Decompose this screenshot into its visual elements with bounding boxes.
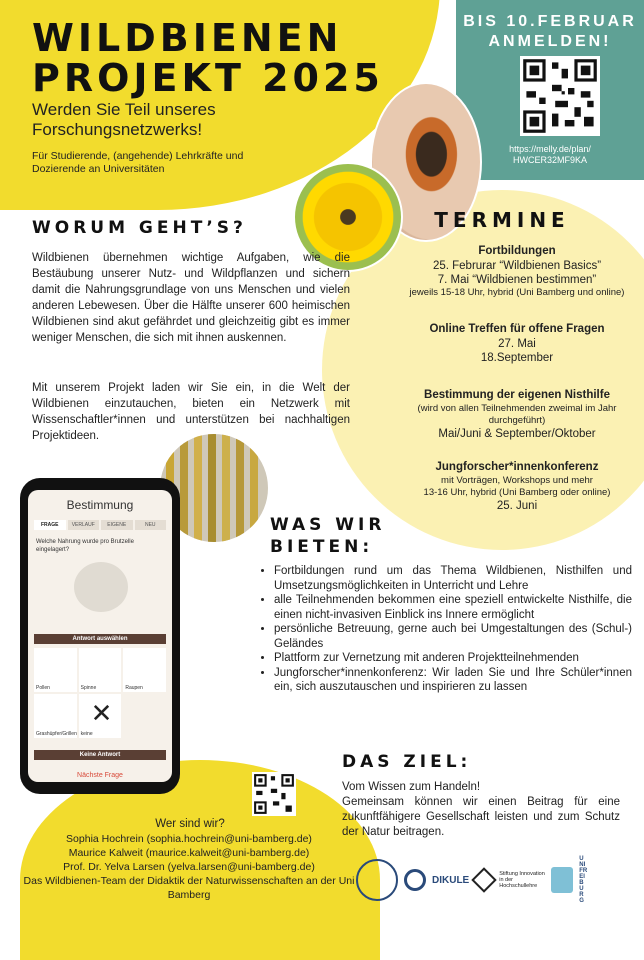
app-question: Welche Nahrung wurde pro Brutzelle eingelagert? [36,539,134,553]
contact-person-1[interactable]: Sophia Hochrein (sophia.hochrein@uni-bamberg.de) [66,833,312,845]
stiftung-cube-icon [472,867,497,892]
dikule-gear-icon [404,869,426,891]
konferenz-date: 25. Juni [496,500,538,512]
nisthilfe-title: Bestimmung der eigenen Nisthilfe [424,389,610,401]
contact-heading: Wer sind wir? [155,818,225,830]
list-item: • Jungforscher*innenkonferenz: Wir laden Sie und Ihre Schüler*innen ein, sich auszutauschen und inspirieren zu lassen [274,666,632,695]
worum-paragraph-2: Mit unserem Projekt laden wir Sie ein, in die Welt der Wildbienen einzutauchen, bieten ein Netzwerk mit Wissenschaftler*innen und unterstützen bei nachhaltigen Projektideen. [32,382,350,442]
app-tabs [34,520,166,530]
option-keine-label: keine [80,731,93,737]
option-spinne-label: Spinne [80,685,97,691]
konferenz-title: Jungforscher*innenkonferenz [435,461,599,473]
worum-paragraph-1: Wildbienen übernehmen wichtige Aufgaben, wie die Bestäubung unserer Nutz- und Wildpflanzen und sichern damit die Nahrungsgrundlage von uns Menschen und vielen anderen Lebewesen. Über die Hälfte unserer 600 heimischen Wildbienen sind akut gefährdet und gleichzeitig gibt es immer weniger Menschen, die sich mit ihnen auskennen. [32,252,350,344]
list-item: • persönliche Betreuung, gerne auch bei Umgestaltungen des (Schul-) Geländes [274,622,632,651]
online-title: Online Treffen für offene Fragen [429,323,605,335]
partner-logo-icon [551,867,573,893]
ziel-text [342,780,620,840]
app-next-button[interactable]: Nächste Frage [77,772,123,779]
nisthilfe-note: (wird von allen Teilnehmenden zweimal im Jahr durchgeführt) [417,403,617,426]
bieten-heading-line-1: WAS WIR [270,515,386,535]
option-pollen-label: Pollen [36,685,50,691]
page-title [32,18,384,98]
app-no-answer-bar[interactable]: Keine Antwort [34,750,166,760]
deadline-line-2: ANMELDEN! [488,33,612,50]
nisthilfe-date: Mai/Juni & September/Oktober [438,428,596,440]
contact-person-3[interactable]: Prof. Dr. Yelva Larsen (yelva.larsen@uni-bamberg.de) [63,861,315,873]
konferenz-note-1: mit Vorträgen, Workshops und mehr [441,475,593,486]
konferenz-note-2: 13-16 Uhr, hybrid (Uni Bamberg oder online) [423,487,611,498]
option-raupen-label: Raupen [125,685,143,691]
audience-text: Für Studierende, (angehende) Lehrkräfte und Dozierende an Universitäten [32,150,244,175]
bieten-list [262,564,632,695]
termine-online [402,322,632,365]
ziel-line-2: Gemeinsam können wir einen Beitrag für eine zukunftfähigere Gesellschaft leisten und zum Schutz der Natur beitragen. [342,796,620,838]
close-icon: ✕ [90,698,113,728]
partner-logos [356,855,644,905]
termine-nisthilfe [402,388,632,441]
dikule-logo: DIKULE [432,874,470,886]
fortbildungen-note: jeweils 15-18 Uhr, hybrid (Uni Bamberg und online) [409,287,625,298]
fortbildungen-date-2: 7. Mai “Wildbienen bestimmen” [437,274,597,286]
option-spinne[interactable] [79,648,122,692]
option-grashuepfer-label: Grashüpfer/Grillen [36,731,77,737]
online-date-2: 18.September [480,352,554,364]
page-subtitle: Werden Sie Teil unseres Forschungsnetzwerks! [32,100,216,139]
app-answer-bar: Antwort auswählen [34,634,166,644]
bieten-heading [270,514,385,558]
list-item: • alle Teilnehmenden bekommen eine speziell entwickelte Nisthilfe, die einen nicht-invasiven Einblick ins Innere ermöglicht [274,593,632,622]
termine-fortbildungen [402,244,632,299]
app-title: Bestimmung [66,498,134,512]
contact-qr-code-icon[interactable] [252,772,296,816]
termine-heading: TERMINE [434,208,570,232]
bieten-heading-line-2: BIETEN: [270,537,374,557]
registration-qr-code-icon[interactable] [520,56,600,136]
title-line-2: PROJEKT 2025 [32,56,384,100]
option-raupen[interactable] [123,648,166,692]
stiftung-logo: Stiftung Innovation in der Hochschullehre [499,871,545,889]
contact-list [14,832,364,902]
contact-team: Das Wildbienen-Team der Didaktik der Naturwissenschaften an der Uni Bamberg [23,875,355,901]
app-tab-neu[interactable]: NEU [135,520,167,530]
option-grashuepfer[interactable] [34,694,77,738]
list-item: • Fortbildungen rund um das Thema Wildbienen, Nisthilfen und Umsetzungsmöglichkeiten in Unterricht und Lehre [274,564,632,593]
fortbildungen-title: Fortbildungen [478,245,556,257]
list-item: • Plattform zur Vernetzung mit anderen Projektteilnehmenden [274,651,632,666]
registration-deadline [456,12,644,52]
option-keine[interactable] [79,694,122,738]
uni-freiburg-logo: UNI FREIBURG [579,856,588,904]
link-line-1[interactable]: https://melly.de/plan/ [509,144,591,154]
registration-link[interactable] [456,144,644,166]
title-line-1: WILDBIENEN [32,16,343,60]
contact-person-2[interactable]: Maurice Kalweit (maurice.kalweit@uni-bamberg.de) [68,847,310,859]
fortbildungen-date-1: 25. Februrar “Wildbienen Basics” [432,260,602,272]
link-line-2[interactable]: HWCER32MF9KA [512,155,587,165]
app-tab-eigene[interactable]: EIGENE [101,520,133,530]
app-tab-verlauf[interactable]: VERLAUF [68,520,100,530]
brood-cell-illustration [74,562,128,612]
worum-heading: WORUM GEHT’S? [32,218,247,238]
ziel-heading: DAS ZIEL: [342,752,472,772]
termine-konferenz [402,460,632,513]
app-screen [28,490,172,782]
uni-bamberg-seal-icon [356,859,398,901]
ziel-line-1: Vom Wissen zum Handeln! [342,781,481,793]
app-options-grid [34,648,166,738]
app-tab-frage[interactable]: FRAGE [34,520,66,530]
option-pollen[interactable] [34,648,77,692]
online-date-1: 27. Mai [498,338,536,350]
deadline-line-1: BIS 10.FEBRUAR [463,13,637,30]
